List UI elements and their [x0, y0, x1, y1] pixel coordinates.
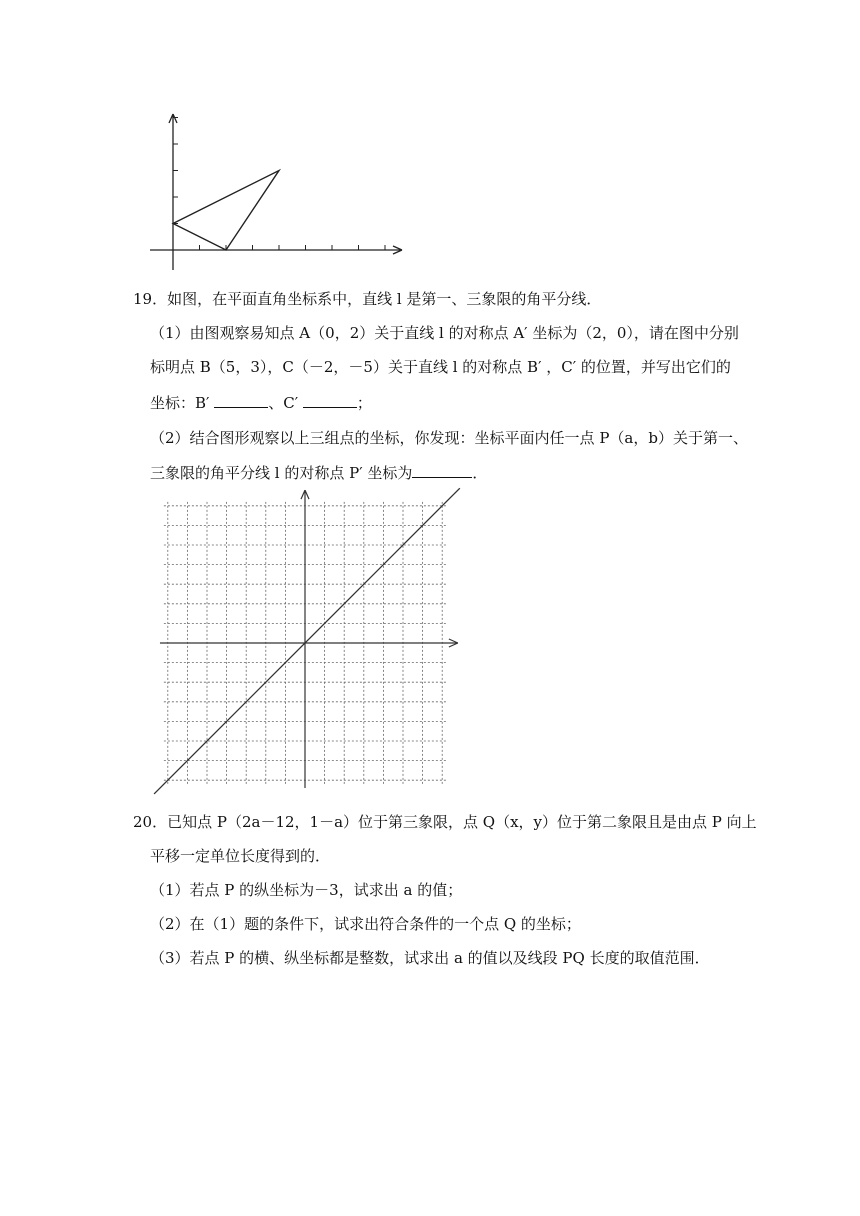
q19-stem [133, 289, 601, 309]
triangle-abc [173, 171, 279, 251]
q19-number: 19． [133, 290, 168, 308]
q19-part1-line1: （1）由图观察易知点 A（0，2）关于直线 l 的对称点 A′ 坐标为（2，0），请在图中分别 [150, 324, 739, 342]
period: ． [472, 464, 488, 482]
q20-part3: （3）若点 P 的横、纵坐标都是整数，试求出 a 的值以及线段 PQ 长度的取值范围． [150, 949, 710, 967]
q19-part2-line1: （2）结合图形观察以上三组点的坐标，你发现：坐标平面内任一点 P（a，b）关于第一、 [150, 429, 748, 447]
q20-stem-line2: 平移一定单位长度得到的． [150, 847, 331, 865]
answer-blank-p-prime[interactable] [412, 463, 472, 478]
q20-stem-text: 已知点 P（2a－12，1－a）位于第三象限，点 Q（x，y）位于第二象限且是由点 P 向上 [167, 813, 757, 831]
q19-part2-line2 [150, 463, 487, 483]
grid-figure [145, 485, 475, 805]
answer-blank-b-prime[interactable] [214, 393, 268, 408]
q19-part1-line2: 标明点 B（5，3），C（－2，－5）关于直线 l 的对称点 B′ ，C′ 的位置，并写出它们的 [150, 358, 731, 376]
q20-number: 20． [133, 813, 168, 831]
triangle-figure [140, 108, 420, 278]
q20-stem-line1 [133, 812, 757, 832]
q19-stem-text: 如图，在平面直角坐标系中，直线 l 是第一、三象限的角平分线． [167, 290, 602, 308]
answer-blank-c-prime[interactable] [303, 393, 357, 408]
q20-part2: （2）在（1）题的条件下，试求出符合条件的一个点 Q 的坐标； [150, 915, 581, 933]
q19-part1-line3 [150, 393, 372, 413]
q19-part2-text: 三象限的角平分线 l 的对称点 P′ 坐标为 [150, 464, 413, 482]
c-prime-label: 、C′ [268, 394, 299, 412]
semicolon: ； [356, 394, 372, 412]
b-prime-label: 坐标：B′ [150, 394, 210, 412]
q20-part1: （1）若点 P 的纵坐标为－3，试求出 a 的值； [150, 881, 463, 899]
bisector-line-l [154, 488, 460, 794]
